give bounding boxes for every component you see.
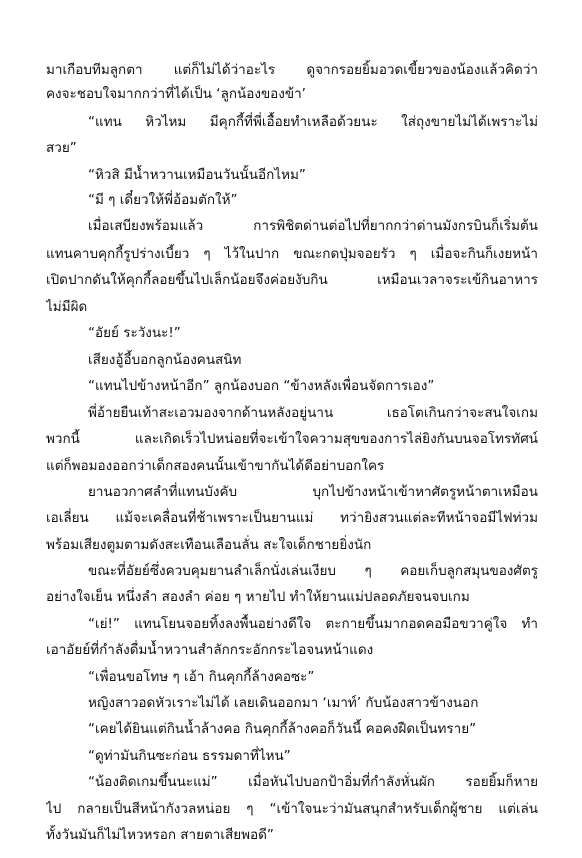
text-line: เปิดปากดันให้คุกกี้ลอยขึ้นไปเล็กน้อยจึงค่อยงับกิน เหมือนเวลาจระเข้กินอาหาร (46, 272, 538, 288)
text-line: “เย่!” แทนโยนจอยทิ้งลงพื้นอย่างดีใจ ตะกายขึ้นมากอดคอมือขวาคู่ใจ ทำ (88, 616, 538, 632)
text-line: ไม่มีผิด (46, 299, 88, 315)
text-line: ไป กลายเป็นสีหน้ากังวลหน่อย ๆ “เข้าใจนะว่ามันสนุกสำหรับเด็กผู้ชาย แต่เล่น (46, 801, 538, 817)
text-line: “เพื่อนขอโทษ ๆ เอ้า กินคุกกี้ล้างคอซะ” (88, 669, 315, 685)
text-line: “อัยย์ ระวังนะ!” (88, 325, 181, 341)
text-line: “เคยได้ยินแต่กินน้ำล้างคอ กินคุกกี้ล้างคอก็วันนี้ คอคงฝืดเป็นทราย” (88, 721, 477, 737)
text-line: ขณะที่อัยย์ซึ่งควบคุมยานลำเล็กนั่งเล่นเงียบ ๆ คอยเก็บลูกสมุนของศัตรู (88, 563, 538, 579)
text-line: พวกนี้ และเกิดเร็วไปหน่อยที่จะเข้าใจความสุขของการไล่ยิงกันบนจอโทรทัศน์ (46, 431, 538, 447)
text-line: “มี ๆ เดี๋ยวให้พี่อ้อมตักให้” (88, 192, 238, 208)
text-line: “หิวสิ มีน้ำหวานเหมือนวันนั้นอีกไหม” (88, 167, 306, 183)
text-line: แต่ก็พอมองออกว่าเด็กสองคนนั้นเข้าขากันได้ดีอย่าบอกใคร (46, 458, 385, 474)
text-line: หญิงสาวอดหัวเราะไม่ได้ เลยเดินออกมา ‘เมาท์’ กับน้องสาวข้างนอก (88, 695, 479, 711)
text-line: มาเกือบทีมลูกตา แต่ก็ไม่ได้ว่าอะไร ดูจากรอยยิ้มอวดเขี้ยวของน้องแล้วคิดว่า (46, 62, 538, 78)
text-line: สวย” (46, 140, 77, 156)
text-line: เอาอัยย์ที่กำลังดื่มน้ำหวานสำลักกระอักกระไอจนหน้าแดง (46, 642, 374, 658)
text-line: แทนคาบคุกกี้รูปร่างเบี้ยว ๆ ไว้ในปาก ขณะกดปุ่มจอยรัว ๆ เมื่อจะกินก็เงยหน้า (46, 246, 538, 262)
text-line: คงจะชอบใจมากกว่าที่ได้เป็น ‘ลูกน้องของข้า’ (46, 86, 306, 102)
text-line: อย่างใจเย็น หนึ่งลำ สองลำ ค่อย ๆ หายไป ทำให้ยานแม่ปลอดภัยจนจบเกม (46, 589, 470, 605)
text-line: “น้องติดเกมขึ้นนะแม่” เมื่อหันไปบอกป้าอิ่มที่กำลังหั่นผัก รอยยิ้มก็หาย (88, 774, 538, 790)
text-line: เมื่อเสบียงพร้อมแล้ว การพิชิตด่านต่อไปที่ยากกว่าด่านมังกรบินก็เริ่มต้น (88, 218, 538, 234)
text-line: ทั้งวันมันก็ไม่ไหวหรอก สายตาเสียพอดี” (46, 827, 274, 843)
text-line: ยานอวกาศลำที่แทนบังคับ บุกไปข้างหน้าเข้าหาศัตรูหน้าตาเหมือน (88, 484, 538, 500)
text-line: พี่อ้ายยืนเท้าสะเอวมองจากด้านหลังอยู่นาน เธอโตเกินกว่าจะสนใจเกม (88, 405, 538, 421)
text-line: เอเลี่ยน แม้จะเคลื่อนที่ช้าเพราะเป็นยานแม่ ทว่ายิงสวนแต่ละทีหน้าจอมีไฟท่วม (46, 510, 538, 526)
text-line: “แทนไปข้างหน้าอีก” ลูกน้องบอก “ข้างหลังเพื่อนจัดการเอง” (88, 378, 435, 394)
text-line: เสียงอู้อี้บอกลูกน้องคนสนิท (88, 352, 242, 368)
text-line: “แทน หิวไหม มีคุกกี้ที่พี่เอื้อยทำเหลือด้วยนะ ใส่ถุงขายไม่ได้เพราะไม่ (88, 114, 538, 130)
text-line: พร้อมเสียงตูมตามดังสะเทือนเลือนลั่น สะใจเด็กชายยิ่งนัก (46, 537, 372, 553)
text-line: “ดูท่ามันกินซะก่อน ธรรมดาที่ไหน” (88, 748, 291, 764)
